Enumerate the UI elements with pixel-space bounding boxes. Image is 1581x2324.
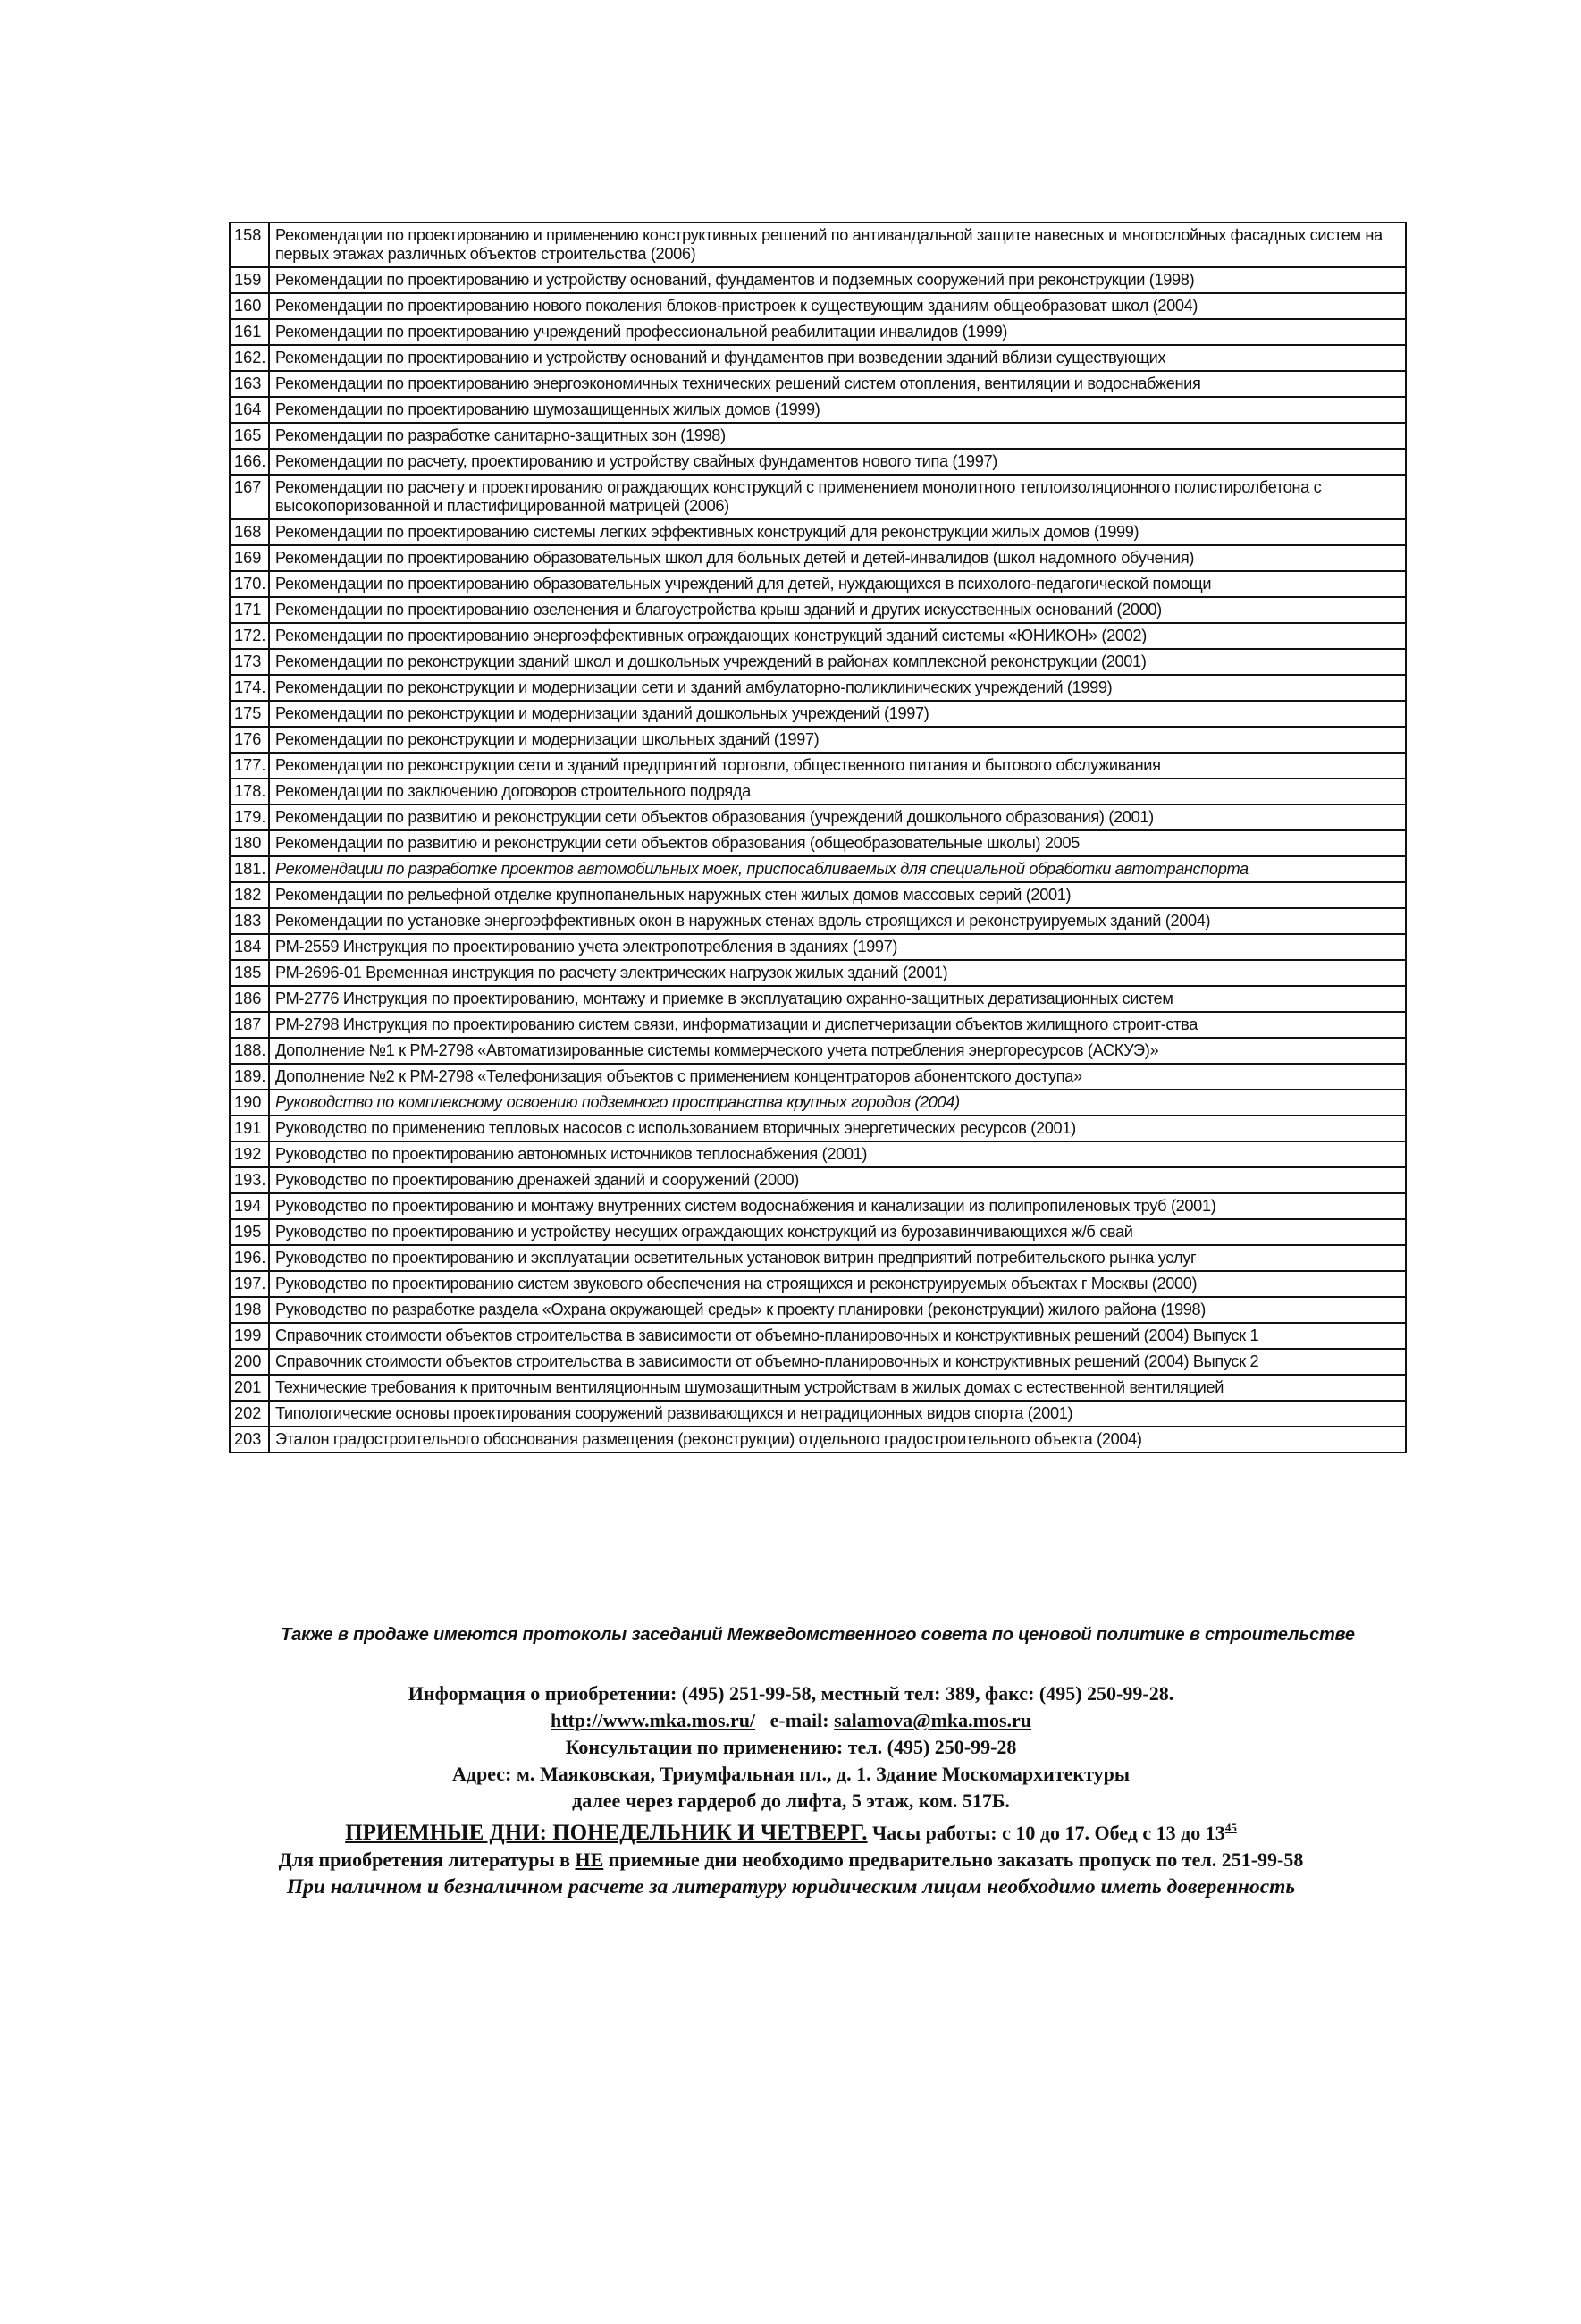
table-row <box>230 934 1406 960</box>
table-row <box>230 1038 1406 1064</box>
table-row <box>230 1271 1406 1297</box>
row-number: 160 <box>230 293 269 319</box>
row-number: 187 <box>230 1012 269 1038</box>
table-row <box>230 371 1406 397</box>
table-row <box>230 1141 1406 1167</box>
pass-text-after: приемные дни необходимо предварительно заказать пропуск по тел. 251-99-58 <box>608 1848 1304 1871</box>
row-title: Рекомендации по реконструкции зданий школ и дошкольных учреждений в районах комплексной реконструкции (2001) <box>269 649 1406 675</box>
row-number: 170. <box>230 571 269 597</box>
table-row <box>230 519 1406 545</box>
row-number: 172. <box>230 623 269 649</box>
pass-text-before: Для приобретения литературы в <box>278 1848 570 1871</box>
table-row <box>230 701 1406 727</box>
table-row <box>230 1297 1406 1323</box>
row-number: 198 <box>230 1297 269 1323</box>
table-row <box>230 1012 1406 1038</box>
table-row <box>230 908 1406 934</box>
row-number: 158 <box>230 223 269 267</box>
consult-info: Консультации по применению: тел. (495) 250-99-28 <box>565 1736 1017 1758</box>
row-title: Рекомендации по реконструкции и модернизации школьных зданий (1997) <box>269 727 1406 753</box>
row-title: Рекомендации по реконструкции и модернизации зданий дошкольных учреждений (1997) <box>269 701 1406 727</box>
row-number: 169 <box>230 545 269 571</box>
table-row <box>230 1064 1406 1090</box>
table-row <box>230 1090 1406 1116</box>
row-title: Руководство по проектированию дренажей зданий и сооружений (2000) <box>269 1167 1406 1193</box>
row-title: Рекомендации по реконструкции и модернизации сети и зданий амбулаторно-поликлинических учреждений (1999) <box>269 675 1406 701</box>
row-title: Рекомендации по проектированию образовательных школ для больных детей и детей-инвалидов (школ надомного обучения) <box>269 545 1406 571</box>
row-number: 162. <box>230 345 269 371</box>
row-number: 177. <box>230 753 269 779</box>
row-title: Справочник стоимости объектов строительства в зависимости от объемно-планировочных и конструктивных решений (2004) Выпуск 2 <box>269 1349 1406 1375</box>
row-number: 189. <box>230 1064 269 1090</box>
row-number: 190 <box>230 1090 269 1116</box>
table-row <box>230 1219 1406 1245</box>
row-title: Рекомендации по развитию и реконструкции сети объектов образования (учреждений дошкольного образования) (2001) <box>269 804 1406 830</box>
row-number: 166. <box>230 449 269 475</box>
table-row <box>230 1116 1406 1141</box>
row-title: Рекомендации по развитию и реконструкции сети объектов образования (общеобразовательные школы) 2005 <box>269 830 1406 856</box>
row-title: Руководство по комплексному освоению подземного пространства крупных городов (2004) <box>269 1090 1406 1116</box>
row-title: Типологические основы проектирования сооружений развивающихся и нетрадиционных видов спорта (2001) <box>269 1401 1406 1427</box>
table-row <box>230 449 1406 475</box>
table-row <box>230 397 1406 423</box>
row-title: Рекомендации по проектированию энергоэкономичных технических решений систем отопления, вентиляции и водоснабжения <box>269 371 1406 397</box>
row-number: 195 <box>230 1219 269 1245</box>
row-number: 179. <box>230 804 269 830</box>
row-title: Эталон градостроительного обоснования размещения (реконструкции) отдельного градостроительного объекта (2004) <box>269 1427 1406 1452</box>
table-row <box>230 1245 1406 1271</box>
table-row <box>230 267 1406 293</box>
row-number: 159 <box>230 267 269 293</box>
purchase-info: Информация о приобретении: (495) 251-99-58, местный тел: 389, факс: (495) 250-99-28. <box>408 1682 1174 1705</box>
row-number: 188. <box>230 1038 269 1064</box>
contact-info-block <box>161 1680 1421 1900</box>
row-title: Рекомендации по проектированию системы легких эффективных конструкций для реконструкции жилых домов (1999) <box>269 519 1406 545</box>
row-number: 196. <box>230 1245 269 1271</box>
table-row <box>230 830 1406 856</box>
row-title: Руководство по разработке раздела «Охрана окружающей среды» к проекту планировки (реконструкции) жилого района (1998) <box>269 1297 1406 1323</box>
row-title: Дополнение №1 к РМ-2798 «Автоматизированные системы коммерческого учета потребления энергоресурсов (АСКУЭ)» <box>269 1038 1406 1064</box>
table-row <box>230 423 1406 449</box>
table-row <box>230 293 1406 319</box>
table-row <box>230 856 1406 882</box>
table-row <box>230 1375 1406 1401</box>
row-number: 173 <box>230 649 269 675</box>
table-row <box>230 986 1406 1012</box>
table-row <box>230 597 1406 623</box>
row-number: 185 <box>230 960 269 986</box>
pass-info <box>161 1847 1421 1874</box>
table-row <box>230 753 1406 779</box>
table-row <box>230 1193 1406 1219</box>
table-row <box>230 223 1406 267</box>
row-title: Руководство по применению тепловых насосов с использованием вторичных энергетических ресурсов (2001) <box>269 1116 1406 1141</box>
row-title: РМ-2798 Инструкция по проектированию систем связи, информатизации и диспетчеризации объектов жилищного строит-ства <box>269 1012 1406 1038</box>
table-row <box>230 319 1406 345</box>
hours-minutes: 45 <box>1224 1821 1237 1834</box>
row-number: 167 <box>230 475 269 519</box>
row-title: РМ-2696-01 Временная инструкция по расчету электрических нагрузок жилых зданий (2001) <box>269 960 1406 986</box>
row-title: Рекомендации по заключению договоров строительного подряда <box>269 779 1406 804</box>
table-row <box>230 1349 1406 1375</box>
table-row <box>230 1323 1406 1349</box>
pass-ne: НЕ <box>575 1848 604 1871</box>
web-contacts <box>161 1707 1421 1734</box>
row-title: Рекомендации по расчету и проектированию ограждающих конструкций с применением монолитного теплоизоляционного полистиролбетона с высокопоризованной и пластифицированной матрицей (2006) <box>269 475 1406 519</box>
row-title: Рекомендации по проектированию нового поколения блоков-пристроек к существующим зданиям общеобразоват школ (2004) <box>269 293 1406 319</box>
row-title: Рекомендации по проектированию озеленения и благоустройства крыш зданий и других искусственных оснований (2000) <box>269 597 1406 623</box>
row-number: 200 <box>230 1349 269 1375</box>
table-row <box>230 727 1406 753</box>
row-title: Рекомендации по установке энергоэффективных окон в наружных стенах вдоль строящихся и реконструируемых зданий (2004) <box>269 908 1406 934</box>
table-row <box>230 475 1406 519</box>
row-title: Руководство по проектированию систем звукового обеспечения на строящихся и реконструируемых объектах г Москвы (2000) <box>269 1271 1406 1297</box>
email-link[interactable]: salamova@mka.mos.ru <box>834 1709 1032 1731</box>
table-row <box>230 623 1406 649</box>
row-title: Рекомендации по расчету, проектированию и устройству свайных фундаментов нового типа (1997) <box>269 449 1406 475</box>
table-row <box>230 1401 1406 1427</box>
catalog-table-body <box>230 223 1406 1452</box>
table-row <box>230 545 1406 571</box>
row-number: 197. <box>230 1271 269 1297</box>
reception-days: ПРИЕМНЫЕ ДНИ: ПОНЕДЕЛЬНИК И ЧЕТВЕРГ. <box>345 1821 868 1845</box>
table-row <box>230 1167 1406 1193</box>
row-number: 176 <box>230 727 269 753</box>
row-number: 171 <box>230 597 269 623</box>
row-number: 186 <box>230 986 269 1012</box>
row-number: 202 <box>230 1401 269 1427</box>
table-row <box>230 779 1406 804</box>
table-row <box>230 1427 1406 1452</box>
row-title: Рекомендации по проектированию образовательных учреждений для детей, нуждающихся в психолого-педагогической помощи <box>269 571 1406 597</box>
row-title: Технические требования к приточным вентиляционным шумозащитным устройствам в жилых домах с естественной вентиляцией <box>269 1375 1406 1401</box>
email-label: e-mail: <box>769 1709 829 1731</box>
row-title: Руководство по проектированию и эксплуатации осветительных установок витрин предприятий потребительского рынка услуг <box>269 1245 1406 1271</box>
row-number: 181. <box>230 856 269 882</box>
row-title: Рекомендации по проектированию учреждений профессиональной реабилитации инвалидов (1999) <box>269 319 1406 345</box>
row-number: 184 <box>230 934 269 960</box>
row-title: Руководство по проектированию и монтажу внутренних систем водоснабжения и канализации из полипропиленовых труб (2001) <box>269 1193 1406 1219</box>
table-row <box>230 960 1406 986</box>
website-link[interactable]: http://www.mka.mos.ru/ <box>550 1709 756 1731</box>
row-title: Рекомендации по проектированию шумозащищенных жилых домов (1999) <box>269 397 1406 423</box>
table-row <box>230 571 1406 597</box>
row-title: Дополнение №2 к РМ-2798 «Телефонизация объектов с применением концентраторов абонентского доступа» <box>269 1064 1406 1090</box>
payment-note: При наличном и безналичном расчете за литературу юридическим лицам необходимо иметь доверенность <box>286 1875 1296 1899</box>
row-number: 165 <box>230 423 269 449</box>
row-number: 199 <box>230 1323 269 1349</box>
row-number: 194 <box>230 1193 269 1219</box>
row-title: Справочник стоимости объектов строительства в зависимости от объемно-планировочных и конструктивных решений (2004) Выпуск 1 <box>269 1323 1406 1349</box>
row-number: 168 <box>230 519 269 545</box>
row-title: Рекомендации по реконструкции сети и зданий предприятий торговли, общественного питания и бытового обслуживания <box>269 753 1406 779</box>
row-number: 178. <box>230 779 269 804</box>
row-title: Рекомендации по проектированию и устройству оснований и фундаментов при возведении зданий вблизи существующих <box>269 345 1406 371</box>
row-title: Рекомендации по проектированию энергоэффективных ограждающих конструкций зданий системы «ЮНИКОН» (2002) <box>269 623 1406 649</box>
row-number: 161 <box>230 319 269 345</box>
row-number: 192 <box>230 1141 269 1167</box>
row-number: 174. <box>230 675 269 701</box>
row-number: 203 <box>230 1427 269 1452</box>
row-number: 183 <box>230 908 269 934</box>
row-title: Руководство по проектированию и устройству несущих ограждающих конструкций из бурозавинчивающихся ж/б свай <box>269 1219 1406 1245</box>
row-number: 164 <box>230 397 269 423</box>
table-row <box>230 882 1406 908</box>
protocols-note: Также в продаже имеются протоколы заседаний Межведомственного совета по ценовой политике в строительстве <box>281 1625 1355 1645</box>
row-number: 191 <box>230 1116 269 1141</box>
reception-hours <box>161 1815 1421 1847</box>
row-title: Руководство по проектированию автономных источников теплоснабжения (2001) <box>269 1141 1406 1167</box>
row-title: Рекомендации по разработке санитарно-защитных зон (1998) <box>269 423 1406 449</box>
row-number: 180 <box>230 830 269 856</box>
catalog-table <box>229 222 1407 1453</box>
row-title: РМ-2776 Инструкция по проектированию, монтажу и приемке в эксплуатацию охранно-защитных дератизационных систем <box>269 986 1406 1012</box>
table-row <box>230 649 1406 675</box>
table-row <box>230 675 1406 701</box>
row-title: Рекомендации по разработке проектов автомобильных моек, приспосабливаемых для специальной обработки автотранспорта <box>269 856 1406 882</box>
row-number: 163 <box>230 371 269 397</box>
address-line: Адрес: м. Маяковская, Триумфальная пл., д. 1. Здание Москомархитектуры <box>451 1763 1131 1785</box>
row-title: Рекомендации по проектированию и применению конструктивных решений по антивандальной защите навесных и многослойных фасадных систем на первых этажах различных объектов строительства (2006) <box>269 223 1406 267</box>
row-number: 175 <box>230 701 269 727</box>
table-row <box>230 804 1406 830</box>
table-row <box>230 345 1406 371</box>
address-detail: далее через гардероб до лифта, 5 этаж, ком. 517Б. <box>572 1789 1010 1812</box>
working-hours: Часы работы: с 10 до 17. Обед с 13 до 13 <box>872 1822 1225 1844</box>
row-number: 201 <box>230 1375 269 1401</box>
row-title: Рекомендации по проектированию и устройству оснований, фундаментов и подземных сооружений при реконструкции (1998) <box>269 267 1406 293</box>
row-title: Рекомендации по рельефной отделке крупнопанельных наружных стен жилых домов массовых серий (2001) <box>269 882 1406 908</box>
row-number: 182 <box>230 882 269 908</box>
row-title: РМ-2559 Инструкция по проектированию учета электропотребления в зданиях (1997) <box>269 934 1406 960</box>
row-number: 193. <box>230 1167 269 1193</box>
